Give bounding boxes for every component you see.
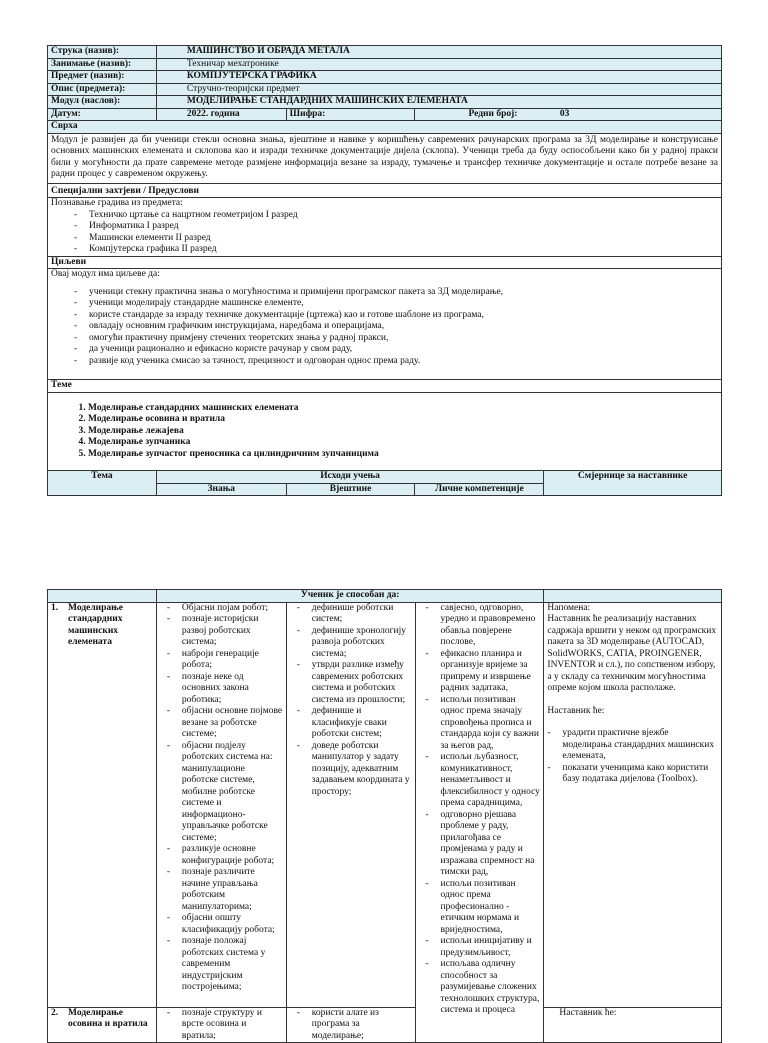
list-item: - испољи позитиван однос према значају спровођења прописа и стандарда који су важни за његов рад, xyxy=(441,695,541,753)
opis-value: Стручно-теоријски предмет xyxy=(156,83,721,96)
tema-cell xyxy=(48,602,157,1007)
list-item: 3. Моделирање лежајева xyxy=(88,426,718,438)
tema-number: 1. xyxy=(51,602,59,613)
list-item: - Техничко цртање са нацртном геометријом I разред xyxy=(89,210,718,222)
list-item: - ефикасно планира и организује вријеме за припрему и извршење радних задатака, xyxy=(441,649,541,695)
list-item: - објасни основне појмове везане за роботске системе; xyxy=(182,706,283,741)
smjernice-note-label: Напомена: xyxy=(547,602,591,613)
list-item: - користи алате из програма за моделирање; xyxy=(312,1008,412,1043)
zanimanje-value: Техничар мехатронике xyxy=(156,58,721,71)
znanja-list xyxy=(160,603,283,994)
datum-value: 2022. година xyxy=(156,108,286,121)
zanimanje-label: Занимање (назив): xyxy=(48,58,157,71)
list-item: - испољи позитиван однос према професионално - етичким нормама и вриједностима, xyxy=(441,879,541,937)
tema-number: 2. xyxy=(51,1007,59,1018)
list-item: - разликује основне конфигурације робота; xyxy=(182,844,283,867)
list-item: - познаје положај роботских система у савременим индустријским постројењима; xyxy=(182,936,283,994)
smjernice-cell xyxy=(544,602,722,1007)
znanja-cell xyxy=(156,602,286,1007)
list-item: - одговорно рјешава проблеме у раду, прилагођава се промјенама у раду и изражава спремност на тимски рад, xyxy=(441,810,541,879)
list-item: - дефинише и класификује сваки роботски систем; xyxy=(312,706,412,741)
ciljevi-list xyxy=(51,287,718,368)
table-row xyxy=(48,1007,722,1043)
outcomes-subheader: Ученик је способан да: xyxy=(156,590,544,603)
list-item: - Машински елементи II разред xyxy=(89,233,718,245)
list-item: - испољи љубазност, комуникативност, ненаметљивост и флексибилност у односу према сарадницима, xyxy=(441,752,541,810)
preduslovi-title: Специјални захтјеви / Предуслови xyxy=(48,183,722,198)
col-znanja-header: Знања xyxy=(156,483,286,496)
list-item: - савјесно, одговорно, уредно и правовремено обавља повјерене послове, xyxy=(441,603,541,649)
list-item: 5. Моделирање зупчастог преносника са цилиндричним зупчаницима xyxy=(88,449,718,461)
list-item: - Информатика I разред xyxy=(89,221,718,233)
sifra-label: Шифра: xyxy=(286,108,415,121)
smjernice-list xyxy=(547,728,718,786)
list-item: - Компјутерска графика II разред xyxy=(89,244,718,256)
list-item: - утврди разлике између савремених роботских система и роботских система из прошлости; xyxy=(312,660,412,706)
preduslovi-section xyxy=(48,198,722,257)
list-item: - доведе роботски манипулатор у задату позицију, адекватним задавањем координата у простору; xyxy=(312,741,412,799)
col-kompetencije-header: Личне компетенције xyxy=(415,483,544,496)
teme-list xyxy=(51,403,718,461)
list-item: - показати ученицима како користити базу података дијелова (Toolbox). xyxy=(562,763,718,786)
list-item: - познаје структуру и врсте осовина и вратила; xyxy=(182,1008,283,1043)
list-item: - овладају основним графичким инструкцијама, наредбама и операцијама, xyxy=(89,321,718,333)
vjestine-cell xyxy=(286,1007,415,1043)
module-info-table xyxy=(47,45,722,496)
table-row xyxy=(48,602,722,1007)
predmet-value: КОМПЈУТЕРСКА ГРАФИКА xyxy=(156,71,721,84)
list-item: - испољава одличну способност за разумијевање сложених технолошких структура, система и процеса xyxy=(441,959,541,1017)
ciljevi-title: Циљеви xyxy=(48,256,722,269)
struka-label: Струка (назив): xyxy=(48,46,157,59)
list-item: - дефинише роботски систем; xyxy=(312,603,412,626)
list-item: - испољи иницијативу и предузимљивост, xyxy=(441,936,541,959)
teme-title: Теме xyxy=(48,380,722,393)
list-item: - Објасни појам робот; xyxy=(182,603,283,615)
struka-value: МАШИНСТВО И ОБРАДА МЕТАЛА xyxy=(156,46,721,59)
list-item: - урадити практичне вјежбе моделирања стандардних машинских елемената, xyxy=(562,728,718,763)
list-item: - познаје историјски развој роботских система; xyxy=(182,614,283,649)
preduslovi-list xyxy=(51,210,718,256)
smjernice-intro: Наставник ће: xyxy=(547,705,605,716)
ciljevi-intro: Овај модул има циљеве да: xyxy=(51,269,160,279)
list-item: - познаје неке од основних закона роботика; xyxy=(182,672,283,707)
modul-label: Модул (наслов): xyxy=(48,96,157,109)
teme-section xyxy=(48,392,722,471)
znanja-list xyxy=(160,1008,283,1043)
predmet-label: Предмет (назив): xyxy=(48,71,157,84)
list-item: - развије код ученика смисао за тачност, прецизност и одговоран однос према раду. xyxy=(89,356,718,368)
list-item: - наброји генерације робота; xyxy=(182,649,283,672)
preduslovi-intro: Познавање градива из предмета: xyxy=(51,198,183,208)
svrha-text: Модул је развијен да би ученици стекли основна знања, вјештине и навике у коришћењу савремених рачунарских програма за 3Д моделирање и конструисање основних машинских елемената и склопова као и изради техничке документације дијела (склопа). Ученици треба да буду оспособљени како би у радној пракси били у могућности да прате савремене методе размјене информација везане за израду, тумачење и трансфер техничке документације и остале потребе везане за радни процес у савременом окружењу. xyxy=(48,133,722,183)
list-item: - дефинише хронологију развоја роботских система; xyxy=(312,626,412,661)
datum-label: Датум: xyxy=(48,108,157,121)
list-item: - ученици стекну практична знања о могућностима и примијени програмског пакета за 3Д моделирање, xyxy=(89,287,718,299)
list-item: - објасни подјелу роботских система на: манипулационе роботске системе, мобилне роботске системе и информационо-управљачке роботске системе; xyxy=(182,741,283,845)
list-item: 1. Моделирање стандардних машинских елемената xyxy=(88,403,718,415)
tema-cell xyxy=(48,1007,157,1043)
vjestine-list xyxy=(290,603,412,799)
redni-label: Редни број: xyxy=(468,108,518,119)
outcomes-table xyxy=(47,589,722,1043)
znanja-cell xyxy=(156,1007,286,1043)
opis-label: Опис (предмета): xyxy=(48,83,157,96)
list-item: - да ученици рационално и ефикасно користе рачунар у свом раду, xyxy=(89,344,718,356)
list-item: - познаје различите начине управљања роботским манипулаторима; xyxy=(182,867,283,913)
col-vjestine-header: Вјештине xyxy=(286,483,415,496)
list-item: - ученици моделирају стандардне машинске елементе, xyxy=(89,298,718,310)
list-item: - објасни општу класификацију робота; xyxy=(182,913,283,936)
ciljevi-section xyxy=(48,269,722,380)
tema-title: Моделирање осовина и вратила xyxy=(68,1007,148,1029)
kompetencije-cell xyxy=(415,602,544,1043)
redni-value: 03 xyxy=(559,108,570,119)
kompetencije-list xyxy=(419,603,541,1017)
smjernice-intro: Наставник ће: xyxy=(559,1007,617,1018)
vjestine-cell xyxy=(286,602,415,1007)
svrha-title: Сврха xyxy=(48,121,722,134)
col-smjernice-header: Смјернице за наставнике xyxy=(544,471,722,496)
col-ishodi-header: Исходи учења xyxy=(156,471,543,484)
list-item: 4. Моделирање зупчаника xyxy=(88,437,718,449)
col-tema-header: Тема xyxy=(48,471,157,496)
tema-title: Моделирање стандардних машинских елемената xyxy=(68,602,123,647)
smjernice-note: Наставник ће реализацију наставних садржаја вршити у неком од програмских пакета за 3D моделирање (AUTOCAD, SolidWORKS, CATIA, PROINGENER, INVENTOR и сл.), по сопственом избору, а у складу са техничким могућностима опреме којом школа располаже. xyxy=(547,614,717,693)
list-item: - омогући практичну примјену стечених теоретских знања у радној пракси, xyxy=(89,333,718,345)
list-item: - користе стандарде за израду техничке документације (цртежа) као и готове шаблоне из програма, xyxy=(89,310,718,322)
vjestine-list xyxy=(290,1008,412,1043)
modul-value: МОДЕЛИРАЊЕ СТАНДАРДНИХ МАШИНСКИХ ЕЛЕМЕНАТА xyxy=(156,96,721,109)
list-item: 2. Моделирање осовина и вратила xyxy=(88,414,718,426)
smjernice-cell xyxy=(544,1007,722,1043)
